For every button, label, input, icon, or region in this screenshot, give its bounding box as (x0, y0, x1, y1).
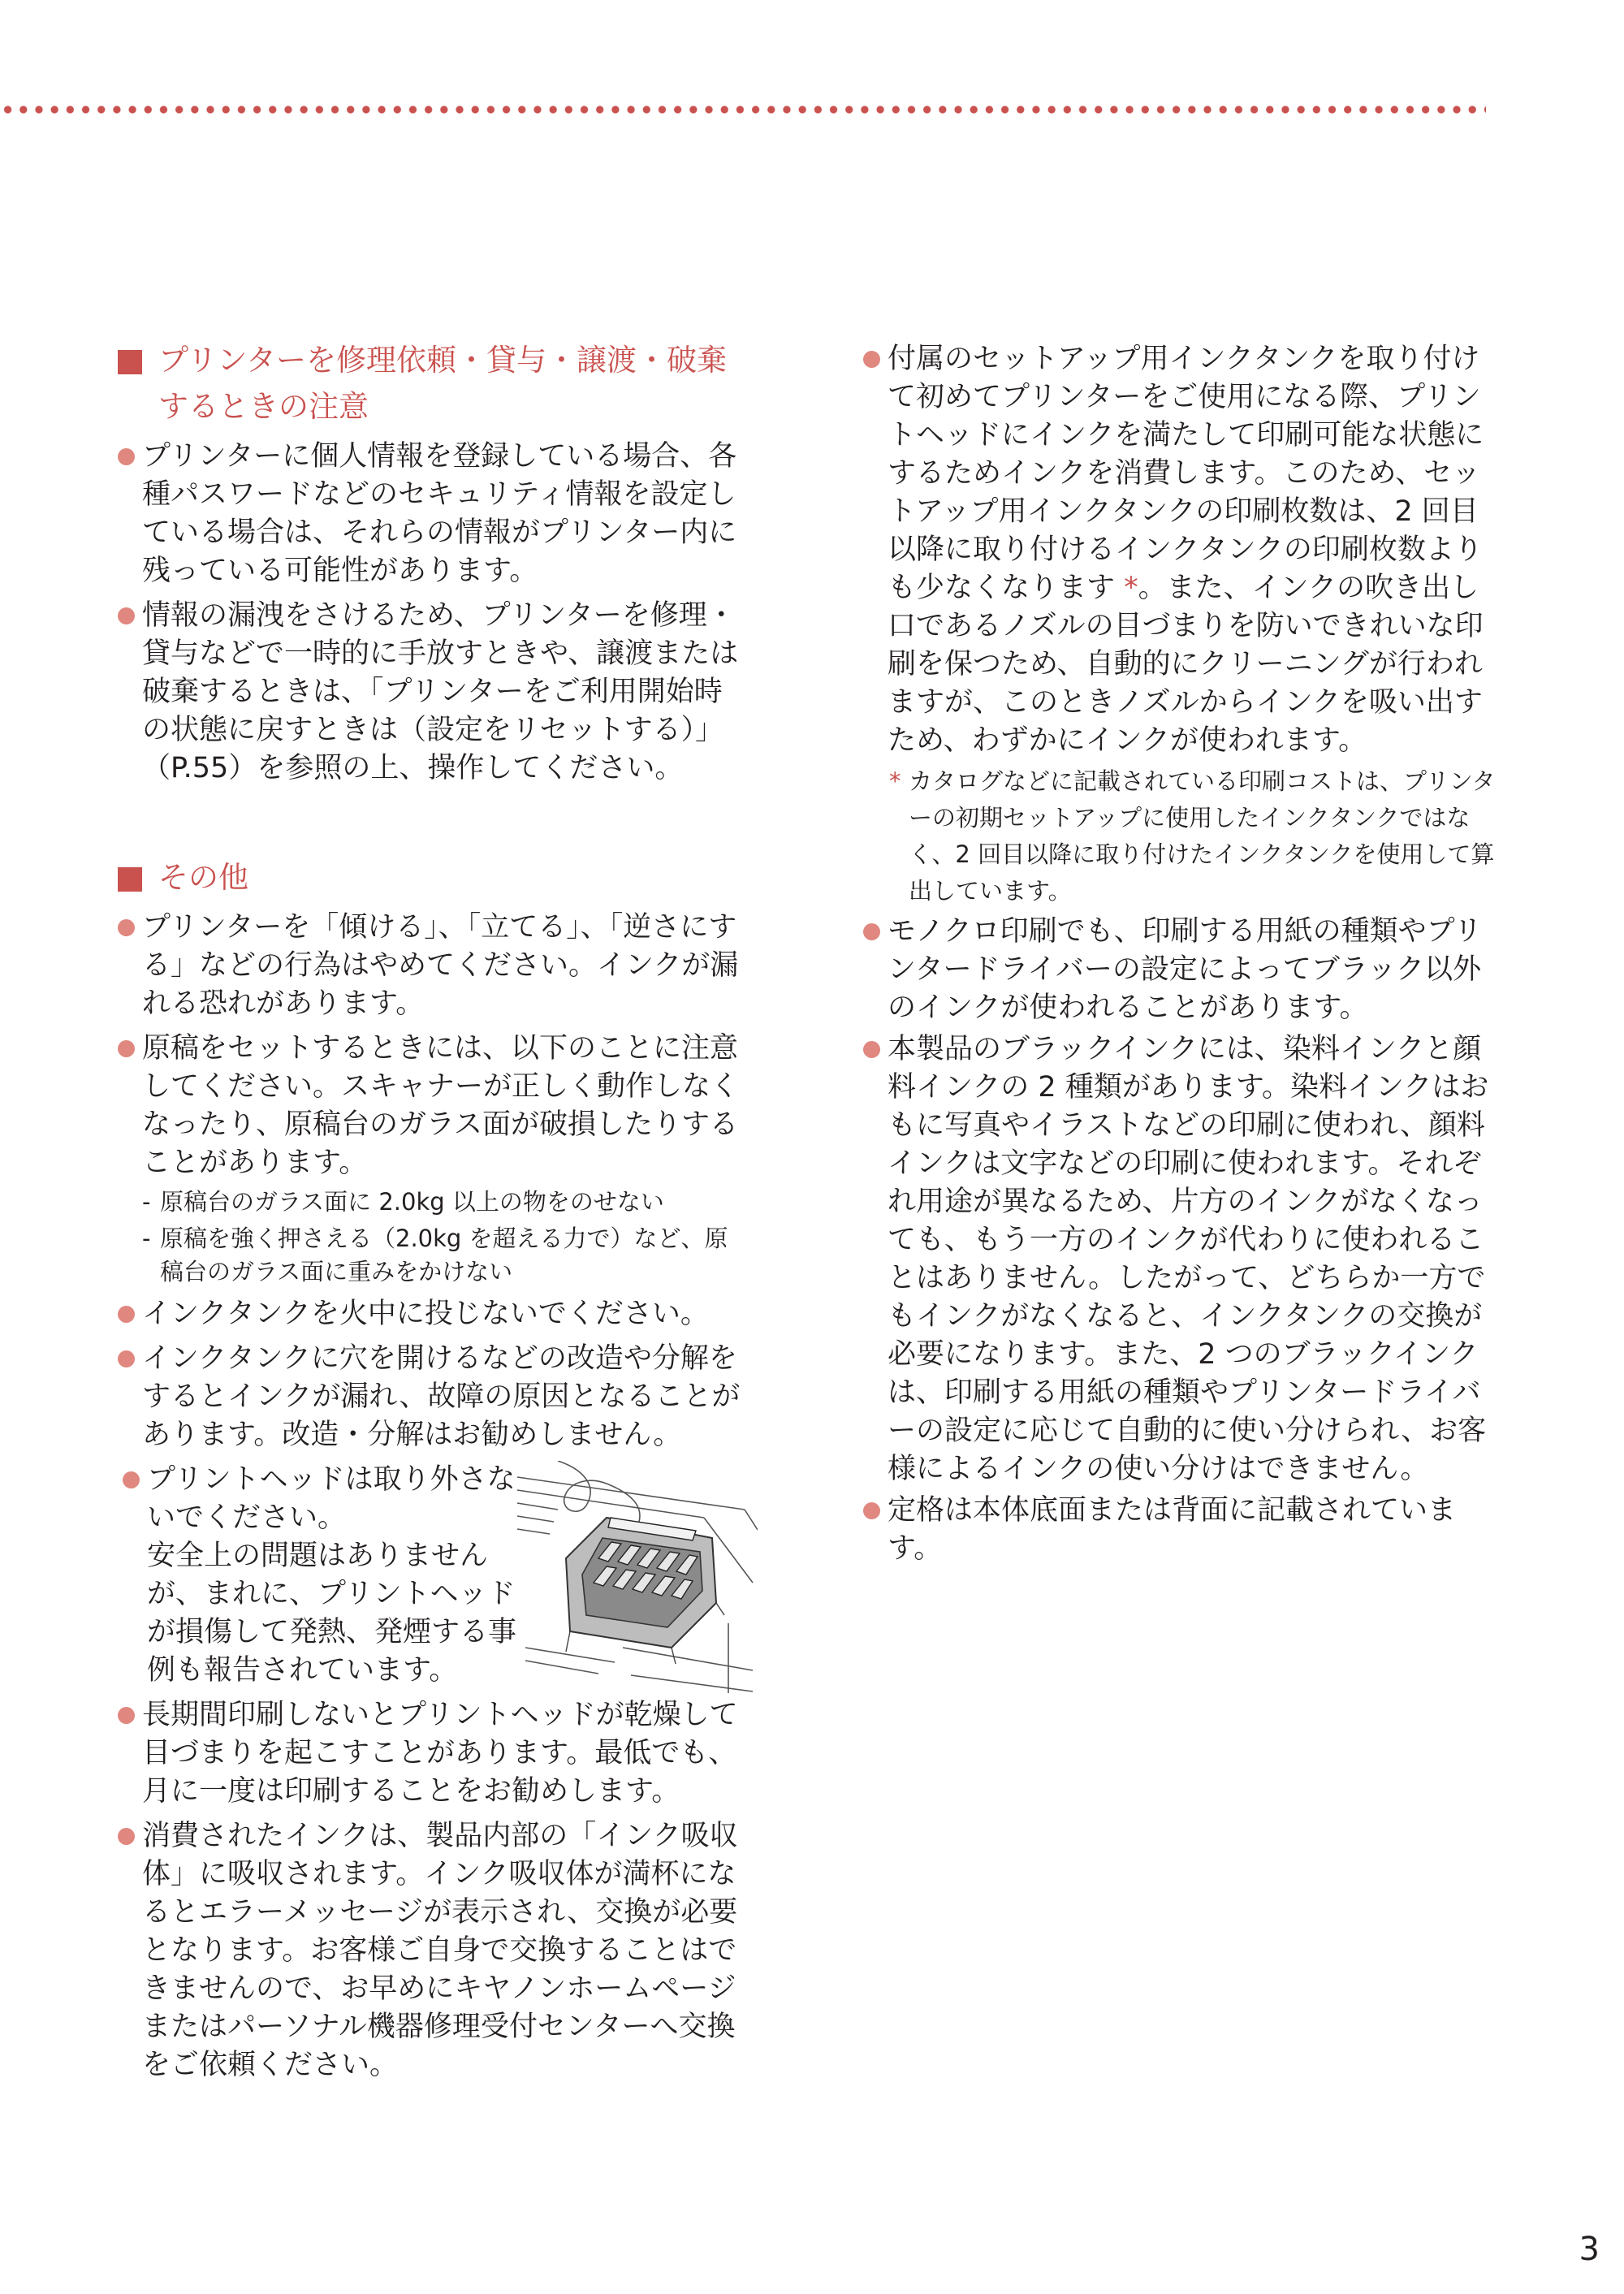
sub-list-item: - 原稿台のガラス面に 2.0kg 以上の物をのせない (142, 1188, 664, 1216)
list-item: プリンターを「傾ける」、「立てる」、「逆さにする」などの行為はやめてください。インクが漏れる恐れがあります。 (118, 909, 747, 1023)
print-head-illustration (509, 1461, 758, 1693)
list-item: 消費されたインクは、製品内部の「インク吸収体」に吸収されます。インク吸収体が満杯になるとエラーメッセージが表示され、交換が必要となります。お客様ご自身で交換することはできませんので、お早めにキヤノンホームページまたはパーソナル機器修理受付センターへ交換をご依頼ください。 (118, 1817, 747, 2084)
list-item: 原稿をセットするときには、以下のことに注意してください。スキャナーが正しく動作しなくなったり、原稿台のガラス面が破損したりすることがあります。 (118, 1030, 747, 1182)
page-number: 3 (1579, 2231, 1600, 2268)
circle-bullet-icon (123, 1471, 140, 1488)
list-item: プリントヘッドは取り外さないでください。 安全上の問題はありませんが、まれに、プリントヘッドが損傷して発熱、発煙する事例も報告されています。 (123, 1461, 537, 1690)
list-item: 長期間印刷しないとプリントヘッドが乾燥して目づまりを起こすことがあります。最低でも、月に一度は印刷することをお勧めします。 (118, 1696, 747, 1811)
circle-bullet-icon (118, 448, 135, 465)
list-item: インクタンクに穴を開けるなどの改造や分解をするとインクが漏れ、故障の原因となることがあります。改造・分解はお勧めしません。 (118, 1340, 747, 1454)
right-column (863, 337, 1497, 1568)
circle-bullet-icon (863, 351, 880, 368)
square-bullet-icon (118, 350, 142, 374)
circle-bullet-icon (863, 923, 880, 940)
list-item: インクタンクを火中に投じないでください。 (118, 1295, 747, 1333)
list-item: 本製品のブラックインクには、染料インクと顔料インクの 2 種類があります。染料インクはおもに写真やイラストなどの印刷に使われ、顔料インクは文字などの印刷に使われます。それぞれ用途が異なるため、片方のインクがなくなっても、もう一方のインクが代わりに使われることはありません。したがって、どちらか一方でもインクがなくなると、インクタンクの交換が必要になります。また、2 つのブラックインクは、印刷する用紙の種類やプリンタードライバーの設定に応じて自動的に使い分けられ、お客様によるインクの使い分けはできません。 (863, 1030, 1497, 1488)
square-bullet-icon (118, 867, 142, 892)
list-item: 付属のセットアップ用インクタンクを取り付けて初めてプリンターをご使用になる際、プリントヘッドにインクを満たして印刷可能な状態にするためインクを消費します。このため、セットアップ用インクタンクの印刷枚数は、2 回目以降に取り付けるインクタンクの印刷枚数よりも少なくなります *。また、インクの吹き出し口であるノズルの目づまりを防いできれいな印刷を保つため、自動的にクリーニングが行われますが、このときノズルからインクを吸い出すため、わずかにインクが使われます。 (863, 340, 1497, 760)
circle-bullet-icon (118, 1350, 135, 1367)
circle-bullet-icon (863, 1041, 880, 1058)
circle-bullet-icon (863, 1502, 880, 1519)
list-item: 定格は本体底面または背面に記載されています。 (863, 1492, 1497, 1568)
circle-bullet-icon (118, 1707, 135, 1724)
footnote-reference: * (1115, 572, 1138, 604)
top-dotted-border (0, 104, 1486, 115)
list-item: 情報の漏洩をさけるため、プリンターを修理・貸与などで一時的に手放すときや、譲渡または破棄するときは、「プリンターをご利用開始時の状態に戻すときは（設定をリセットする）」（P.55）を参照の上、操作してください。 (118, 597, 747, 788)
print-head-warning (118, 1461, 747, 1690)
section-heading-other: その他 (118, 854, 747, 901)
list-item: モノクロ印刷でも、印刷する用紙の種類やプリンタードライバーの設定によってブラック以外のインクが使われることがあります。 (863, 913, 1497, 1027)
asterisk-icon: * (889, 767, 901, 795)
list-item: プリンターに個人情報を登録している場合、各種パスワードなどのセキュリティ情報を設定している場合は、それらの情報がプリンター内に残っている可能性があります。 (118, 438, 747, 590)
circle-bullet-icon (118, 607, 135, 624)
circle-bullet-icon (118, 1306, 135, 1323)
circle-bullet-icon (118, 919, 135, 936)
circle-bullet-icon (118, 1828, 135, 1845)
left-column (118, 337, 747, 2084)
section-heading-repair-transfer: プリンターを修理依頼・貸与・譲渡・破棄するときの注意 (118, 337, 747, 430)
circle-bullet-icon (118, 1040, 135, 1057)
footnote: * カタログなどに記載されている印刷コストは、プリンターの初期セットアップに使用したインクタンクではなく、2 回目以降に取り付けたインクタンクを使用して算出しています。 (863, 763, 1497, 909)
sub-list-item: - 原稿を強く押さえる（2.0kg を超える力で）など、原稿台のガラス面に重みをかけない (142, 1225, 728, 1285)
